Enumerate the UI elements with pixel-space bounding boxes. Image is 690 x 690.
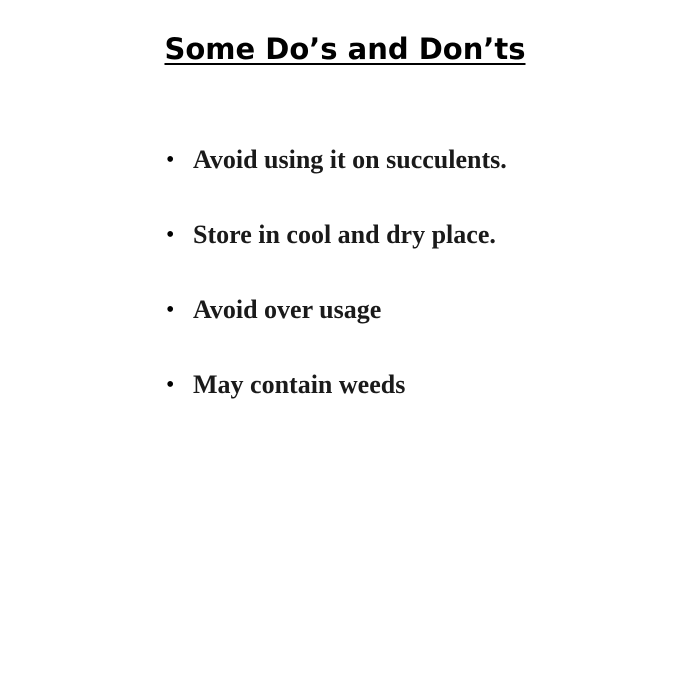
list-item-text: Avoid using it on succulents. (193, 145, 507, 174)
list-item-text: Avoid over usage (193, 295, 382, 324)
list-item (166, 140, 507, 215)
bullet-list (166, 140, 507, 440)
bullet-icon: • (166, 372, 175, 398)
list-item (166, 290, 507, 365)
list-item-text: May contain weeds (193, 370, 406, 399)
page-title: Some Do’s and Don’ts (164, 32, 526, 66)
bullet-icon: • (166, 297, 175, 323)
bullet-icon: • (166, 147, 175, 173)
list-item (166, 215, 507, 290)
bullet-icon: • (166, 222, 175, 248)
list-item-text: Store in cool and dry place. (193, 220, 496, 249)
list-item (166, 365, 507, 440)
